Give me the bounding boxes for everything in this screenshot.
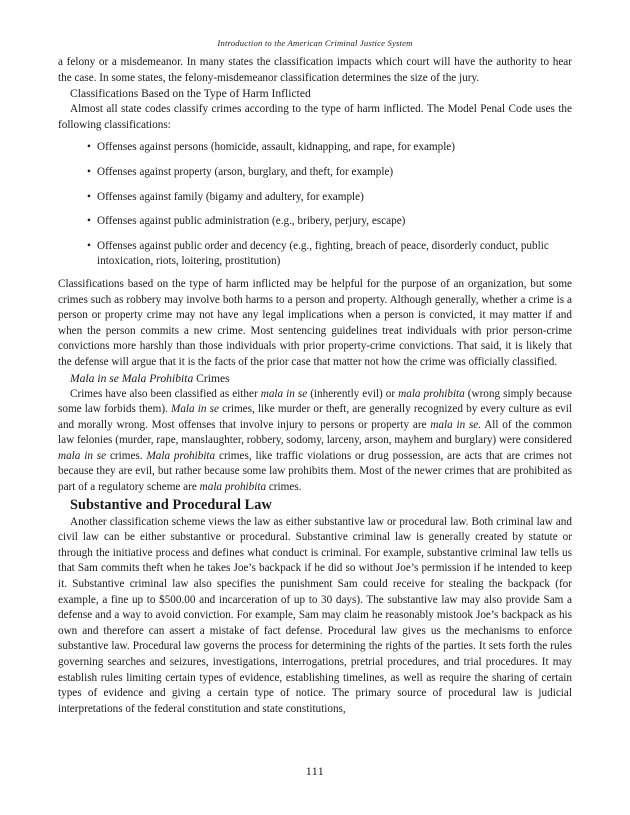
paragraph-substantive: Another classification scheme views the law as either substantive law or procedural law. Both criminal law and civil law can be either substantive or procedural. Substantive criminal law is generally created by statute or through the initiative process and defines what conduct is criminal. For example, substantive criminal law tells us that Sam commits theft when he takes Joe’s backpack if he did so without Joe’s permission if he intended to keep it. Substantive criminal law also specifies the punishment Sam could receive for stealing the backpack (for example, a fine up to $500.00 and incarceration of up to 30 days). The substantive law may also provide Sam a defense and a way to avoid conviction. For example, Sam may claim he reasonably mistook Joe’s backpack as his own and therefore can assert a mistake of fact defense. Procedural law gives us the mechanisms to enforce substantive law. Procedural law governs the process for determining the rights of the parties. It sets forth the rules governing searches and seizures, investigations, interrogations, pretrial procedures, and trial procedures. It may establish rules limiting certain types of evidence, establishing timelines, as well as require the sharing of certain types of evidence and giving a certain type of notice. The primary source of procedural law is judicial interpretations of the federal constitution and state constitutions,	[58, 515, 572, 715]
list-item: • Offenses against public administration (e.g., bribery, perjury, escape)	[87, 214, 572, 230]
list-item: • Offenses against family (bigamy and adultery, for example)	[87, 190, 572, 206]
list-item: • Offenses against public order and decency (e.g., fighting, breach of peace, disorderly conduct, public intoxication, riots, loitering, prostitution)	[87, 239, 549, 268]
bullet-icon: •	[87, 190, 91, 203]
paragraph-harm: Almost all state codes classify crimes according to the type of harm inflicted. The Model Penal Code uses the following classifications:	[58, 103, 572, 131]
list-item: • Offenses against persons (homicide, assault, kidnapping, and rape, for example)	[87, 140, 572, 156]
bullet-icon: •	[87, 215, 91, 228]
classification-list	[58, 140, 572, 270]
bullet-icon: •	[87, 239, 91, 252]
running-head: Introduction to the American Criminal Justice System	[217, 38, 413, 48]
paragraph-intro: a felony or a misdemeanor. In many states the classification impacts which court will have the authority to hear the case. In some states, the felony-misdemeanor classification determines the size of the jury.	[58, 56, 572, 84]
list-item: • Offenses against property (arson, burglary, and theft, for example)	[87, 165, 572, 181]
bullet-icon: •	[87, 165, 91, 178]
page-number: 111	[305, 764, 325, 778]
heading-substantive-procedural: Substantive and Procedural Law	[70, 496, 272, 513]
heading-mala-in-se: Mala in se Mala Prohibita Crimes	[70, 371, 230, 385]
paragraph-mala: Crimes have also been classified as either mala in se (inherently evil) or mala prohibita (wrong simply because some law forbids them). Mala in se crimes, like murder or theft, are generally recognized by every culture as evil and morally wrong. Most offenses that involve injury to persons or property are mala in se. All of the common law felonies (murder, rape, manslaughter, robbery, sodomy, larceny, arson, mayhem and burglary) were considered mala in se crimes. Mala prohibita crimes, like traffic violations or drug possession, are acts that are crimes not because they are evil, but rather because some law prohibits them. Most of the newer crimes that are prohibited as part of a regulatory scheme are mala prohibita crimes.	[58, 387, 572, 494]
paragraph-harm-discussion: Classifications based on the type of harm inflicted may be helpful for the purpose of an organization, but some crimes such as robbery may involve both harms to a person and property. Although generally, whether a crime is a person or property crime may not have any legal implications when a person is convicted, it may matter if and when the person commits a new crime. Most sentencing guidelines treat individuals with prior person-crime convictions more harshly than those individuals with prior property-crime convictions. That said, it is likely that the defense will argue that it is the facts of the prior case that matter not how the crime was officially classified.	[58, 277, 572, 368]
bullet-icon: •	[87, 141, 91, 154]
heading-harm-classifications: Classifications Based on the Type of Harm Inflicted	[70, 87, 311, 101]
page-body	[58, 38, 572, 717]
